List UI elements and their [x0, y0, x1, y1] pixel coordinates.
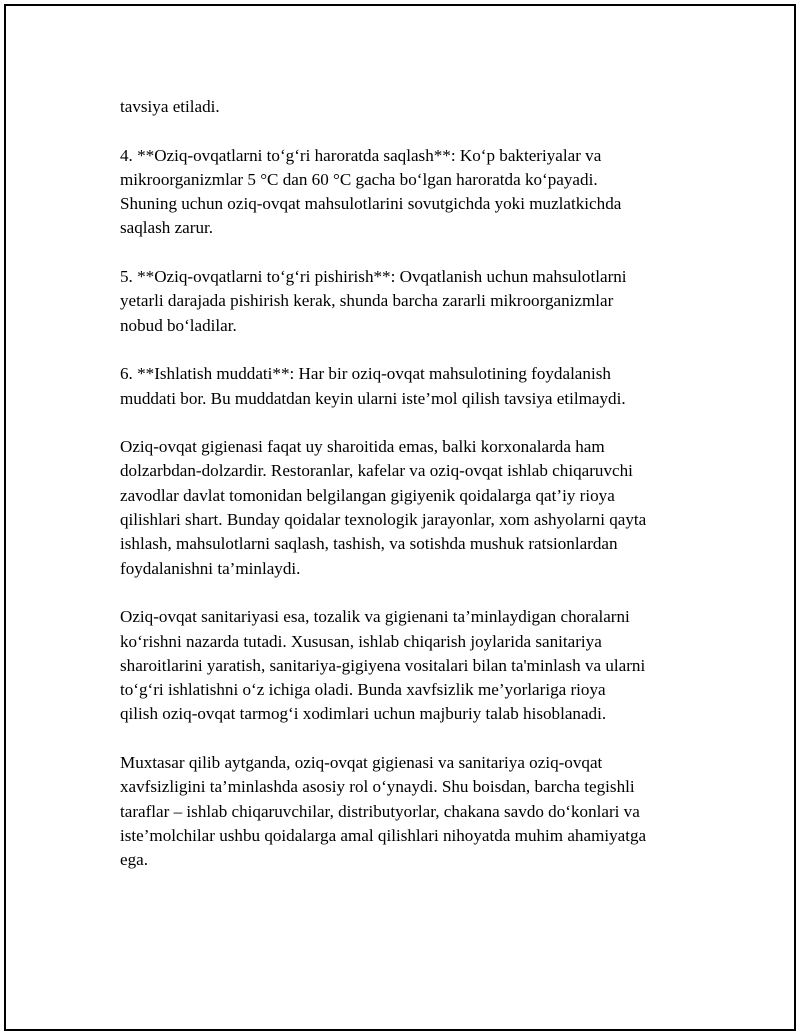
paragraph-food-hygiene: [120, 435, 700, 581]
paragraph-item-6: [120, 362, 700, 411]
text-line: ishlash, mahsulotlarni saqlash, tashish, va sotishda mushuk ratsionlardan: [120, 534, 618, 554]
paragraph-conclusion: [120, 751, 700, 872]
text-line: 4. **Oziq-ovqatlarni to‘g‘ri haroratda saqlash**: Ko‘p bakteriyalar va: [120, 145, 602, 165]
text-line: Oziq-ovqat sanitariyasi esa, tozalik va gigienani ta’minlaydigan choralarni: [120, 607, 630, 627]
text-line: Shuning uchun oziq-ovqat mahsulotlarini sovutgichda yoki muzlatkichda: [120, 194, 622, 214]
paragraph-continuation: [120, 95, 700, 119]
text-line: sharoitlarini yaratish, sanitariya-gigiyena vositalari bilan ta'minlash va ularni: [120, 655, 646, 675]
text-line: iste’molchilar ushbu qoidalarga amal qilishlari nihoyatda muhim ahamiyatga: [120, 825, 647, 845]
text-line: ko‘rishni nazarda tutadi. Xususan, ishlab chiqarish joylarida sanitariya: [120, 631, 602, 651]
paragraph-item-5: [120, 265, 700, 338]
text-line: saqlash zarur.: [120, 218, 214, 238]
paragraph-food-sanitation: [120, 605, 700, 726]
text-line: qilishlari shart. Bunday qoidalar texnologik jarayonlar, xom ashyolarni qayta: [120, 510, 647, 530]
text-line: dolzarbdan-dolzardir. Restoranlar, kafelar va oziq-ovqat ishlab chiqaruvchi: [120, 461, 633, 481]
text-line: qilish oziq-ovqat tarmog‘i xodimlari uchun majburiy talab hisoblanadi.: [120, 704, 607, 724]
text-line: to‘g‘ri ishlatishni o‘z ichiga oladi. Bunda xavfsizlik me’yorlariga rioya: [120, 680, 606, 700]
text-line: yetarli darajada pishirish kerak, shunda barcha zararli mikroorganizmlar: [120, 291, 614, 311]
text-line: 6. **Ishlatish muddati**: Har bir oziq-ovqat mahsulotining foydalanish: [120, 364, 611, 384]
text-line: 5. **Oziq-ovqatlarni to‘g‘ri pishirish**: Ovqatlanish uchun mahsulotlarni: [120, 267, 627, 287]
text-line: Oziq-ovqat gigienasi faqat uy sharoitida emas, balki korxonalarda ham: [120, 437, 605, 457]
text-line: nobud bo‘ladilar.: [120, 315, 237, 335]
text-line: muddati bor. Bu muddatdan keyin ularni iste’mol qilish tavsiya etilmaydi.: [120, 388, 626, 408]
text-line: mikroorganizmlar 5 °C dan 60 °C gacha bo‘lgan haroratda ko‘payadi.: [120, 169, 598, 189]
text-line: zavodlar davlat tomonidan belgilangan gigiyenik qoidalarga qat’iy rioya: [120, 485, 615, 505]
text-line: tavsiya etiladi.: [120, 97, 220, 116]
document-body: [120, 95, 700, 897]
text-line: ega.: [120, 850, 148, 870]
text-line: foydalanishni ta’minlaydi.: [120, 558, 301, 578]
text-line: Muxtasar qilib aytganda, oziq-ovqat gigienasi va sanitariya oziq-ovqat: [120, 753, 603, 773]
page-frame: [4, 4, 796, 1031]
text-line: taraflar – ishlab chiqaruvchilar, distributyorlar, chakana savdo do‘konlari va: [120, 801, 640, 821]
text-line: xavfsizligini ta’minlashda asosiy rol o‘ynaydi. Shu boisdan, barcha tegishli: [120, 777, 635, 797]
paragraph-item-4: [120, 144, 700, 241]
